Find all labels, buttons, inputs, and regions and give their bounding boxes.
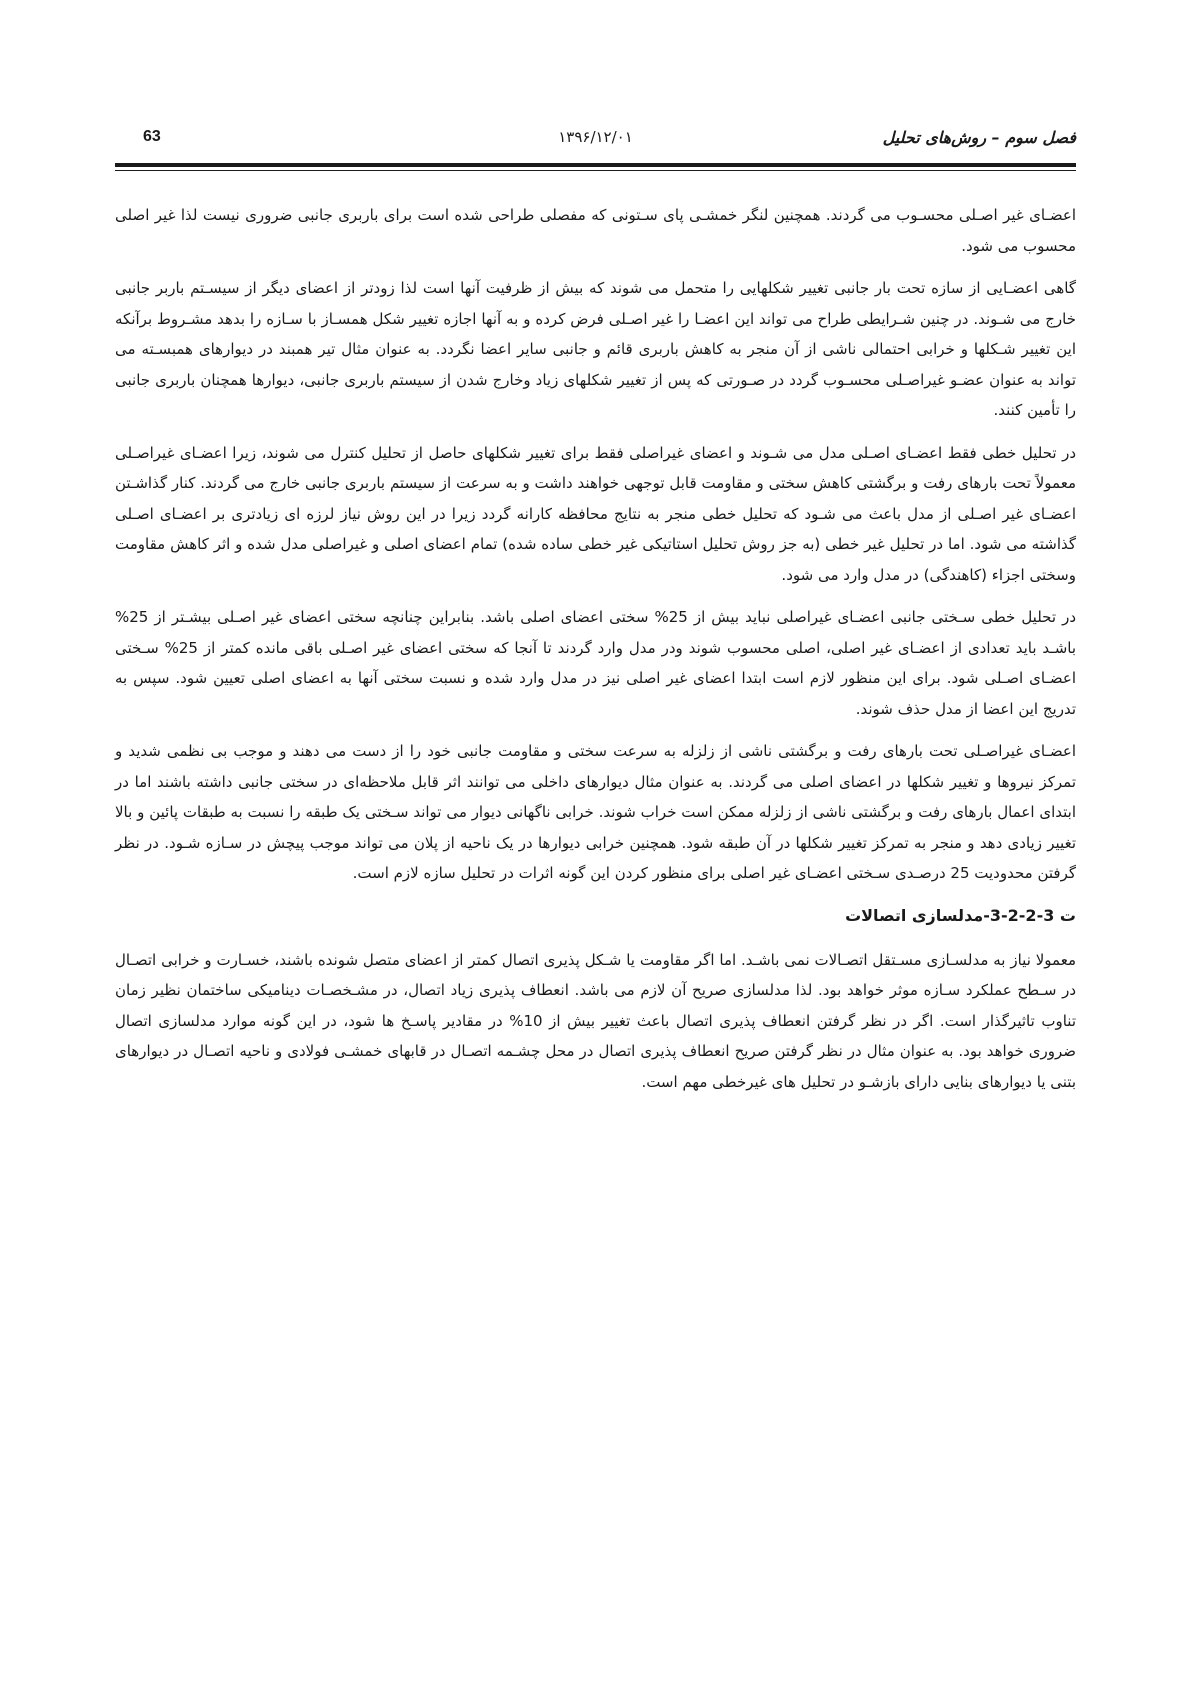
page-body [115,200,1076,1109]
header-date: ۱۳۹۶/۱۲/۰۱ [558,128,633,146]
paragraph-2: گاهی اعضـایی از سازه تحت بار جانبی تغییر شکلهایی را متحمل می شوند که بیش از ظرفیت آنها است لذا زودتر از اعضای دیگر از سیسـتم باربر جانبی خارج می شـوند. در چنین شـرایطی طراح می تواند این اعضـا را غیر اصـلی فرض کرده و به آنها اجازه تغییر شکل همسـاز با سـازه را بدهد مشـروط برآنکه این تغییر شـکلها و خرابی احتمالی ناشی از آن منجر به کاهش باربری قائم و جانبی سایر اعضا نگردد. به عنوان مثال تیر همبند در دیوارهای همبسـته می تواند به عنوان عضـو غیراصـلی محسـوب گردد در صـورتی که پس از تغییر شکلهای زیاد وخارج شدن از سیستم باربری جانبی، دیوارها همچنان باربری جانبی را تأمین کنند. [115,279,1076,419]
page-number: 63 [143,128,161,145]
chapter-title: فصل سوم – روش‌های تحلیل [882,128,1076,147]
paragraph-5: اعضـای غیراصـلی تحت بارهای رفت و برگشتی ناشی از زلزله به سرعت سختی و مقاومت جانبی خود را از دست می دهند و موجب بی نظمی شدید و تمرکز نیروها و تغییر شکلها در اعضای اصلی می گردند. به عنوان مثال دیوارهای داخلی می توانند اثر قابل ملاحظه‌ای در سختی جانبی داشته باشند اما در ابتدای اعمال بارهای رفت و برگشتی ناشی از زلزله ممکن است خراب شوند. خرابی ناگهانی دیوار می تواند سـختی یک طبقه را نسبت به طبقات پائین و بالا تغییر زیادی دهد و منجر به تمرکز تغییر شکلها در آن طبقه شود. همچنین خرابی دیوارها در یک ناحیه از پلان می تواند موجب پیچش در سـازه شـود. در نظر گرفتن محدودیت 25 درصـدی سـختی اعضـای غیر اصلی برای منظور کردن این گونه اثرات در تحلیل سازه لازم است. [115,742,1076,882]
section-heading: ت 3-2-2-3-مدلسازی اتصالات [845,905,1076,925]
header-rule-thick [115,163,1076,167]
paragraph-1: اعضـای غیر اصـلی محسـوب می گردند. همچنین لنگر خمشـی پای سـتونی که مفصلی طراحی شده است برای باربری جانبی ضروری نیست لذا غیر اصلی محسوب می شود. [115,206,1076,255]
paragraph-3: در تحلیل خطی فقط اعضـای اصـلی مدل می شـوند و اعضای غیراصلی فقط برای تغییر شکلهای حاصل از تحلیل کنترل می شوند، زیرا اعضـای غیراصـلی معمولاً تحت بارهای رفت و برگشتی کاهش سختی و مقاومت قابل توجهی خواهند داشت و به سرعت از سیستم باربری جانبی خارج می گردند. کنار گذاشـتن اعضـای غیر اصـلی از مدل باعث می شـود که تحلیل خطی منجر به نتایج محافظه کارانه گردد زیرا در این روش نیاز لرزه ای زیادتری بر اعضـای اصـلی گذاشته می شود. اما در تحلیل غیر خطی (به جز روش تحلیل استاتیکی غیر خطی ساده شده) تمام اعضای اصلی و غیراصلی مدل شده و اثر کاهش مقاومت وسختی اجزاء (کاهندگی) در مدل وارد می شود. [115,443,1076,584]
header-rule-thin [115,170,1076,171]
paragraph-4: در تحلیل خطی سـختی جانبی اعضـای غیراصلی نباید بیش از 25% سختی اعضای اصلی باشد. بنابراین چنانچه سختی اعضای غیر اصـلی بیشـتر از 25% باشـد باید تعدادی از اعضـای غیر اصلی، اصلی محسوب شوند ودر مدل وارد گردند تا آنجا که سختی اعضای غیر اصـلی باقی مانده کمتر از 25% سـختی اعضـای اصـلی شود. برای این منظور لازم است ابتدا اعضای غیر اصلی نیز در مدل وارد شده و نسبت سختی آنها به اعضای اصلی تعیین شود. سپس به تدریج این اعضا از مدل حذف شوند. [115,608,1077,718]
paragraph-6: معمولا نیاز به مدلسـازی مسـتقل اتصـالات نمی باشـد. اما اگر مقاومت یا شـکل پذیری اتصال کمتر از اعضای متصل شونده باشند، خسـارت و خرابی اتصـال در سـطح عملکرد سـازه موثر خواهد بود. لذا مدلسازی صریح آن لازم می باشد. انعطاف پذیری زیاد اتصال، در مشـخصـات دینامیکی ساختمان نظیر زمان تناوب تاثیرگذار است. اگر در نظر گرفتن انعطاف پذیری اتصال باعث تغییر بیش از 10% در مقادیر پاسـخ ها شود، در این گونه موارد مدلسازی اتصال ضروری خواهد بود. به عنوان مثال در نظر گرفتن صریح انعطاف پذیری اتصال در محل چشـمه اتصـال در قابهای خمشـی فولادی و ناحیه اتصـال در دیوارهای بتنی یا دیوارهای بنایی دارای بازشـو در تحلیل های غیرخطی مهم است. [115,950,1076,1091]
page-header [115,128,1076,162]
